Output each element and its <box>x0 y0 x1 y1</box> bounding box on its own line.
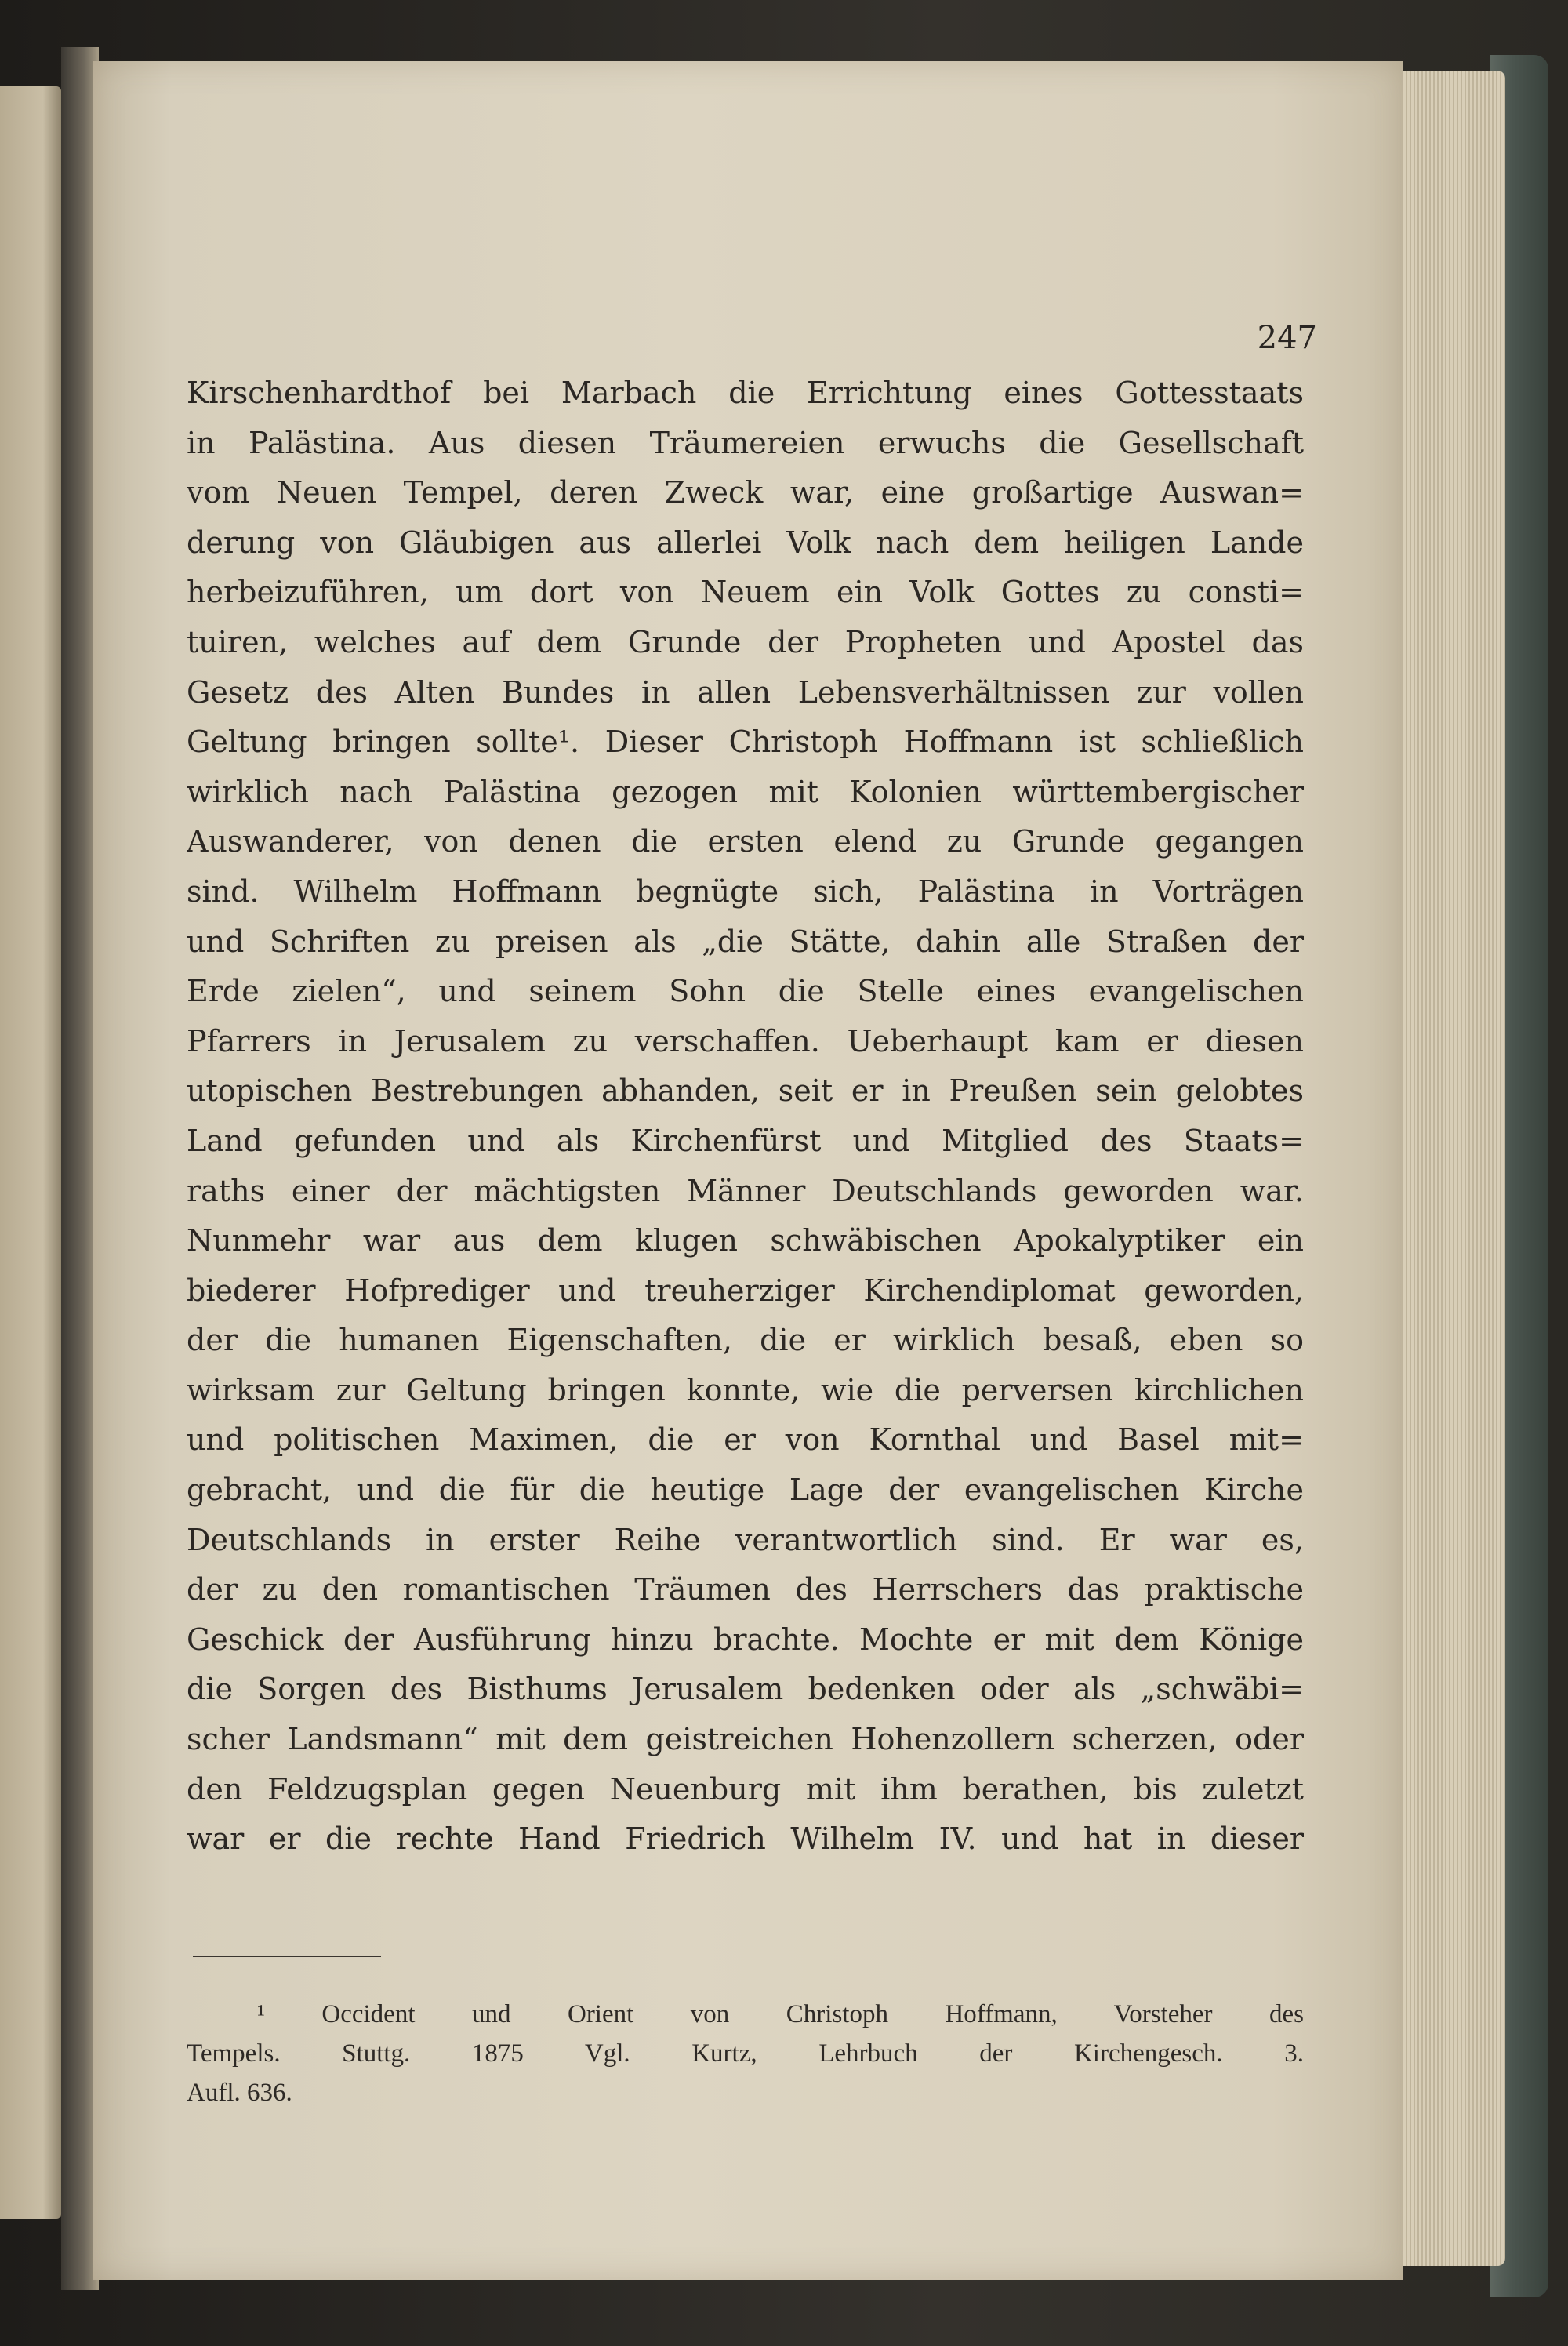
footnote-line: Aufl. 636. <box>187 2079 292 2107</box>
text-line: und Schriften zu preisen als „die Stätte, dahin alle Straßen der <box>187 924 1304 959</box>
text-line: Erde zielen“, und seinem Sohn die Stelle eines evangelischen <box>187 974 1304 1009</box>
text-line: der zu den romantischen Träumen des Herrschers das praktische <box>187 1572 1304 1607</box>
text-line: Geschick der Ausführung hinzu brachte. Mochte er mit dem Könige <box>187 1622 1304 1657</box>
footnotes <box>187 1995 1304 2112</box>
text-line: utopischen Bestrebungen abhanden, seit er in Preußen sein gelobtes <box>187 1073 1304 1109</box>
text-line: Gesetz des Alten Bundes in allen Lebensverhältnissen zur vollen <box>187 674 1304 710</box>
footnote-line: ¹ Occident und Orient von Christoph Hoffmann, Vorsteher des <box>257 2000 1304 2028</box>
text-line: herbeizuführen, um dort von Neuem ein Volk Gottes zu consti= <box>187 575 1304 610</box>
footnote-line: Tempels. Stuttg. 1875 Vgl. Kurtz, Lehrbuch der Kirchengesch. 3. <box>187 2039 1304 2068</box>
page-block-edges <box>1396 71 1505 2266</box>
text-line: vom Neuen Tempel, deren Zweck war, eine großartige Auswan= <box>187 475 1304 510</box>
text-line: der die humanen Eigenschaften, die er wirklich besaß, eben so <box>187 1323 1304 1358</box>
text-line: biederer Hofprediger und treuherziger Kirchendiplomat geworden, <box>187 1273 1304 1308</box>
text-line: wirklich nach Palästina gezogen mit Kolonien württembergischer <box>187 774 1304 809</box>
text-line: Land gefunden und als Kirchenfürst und Mitglied des Staats= <box>187 1123 1304 1158</box>
footnote-divider <box>193 1956 381 1957</box>
text-line: tuiren, welches auf dem Grunde der Propheten und Apostel das <box>187 624 1304 659</box>
body-text <box>187 369 1304 1865</box>
text-line: scher Landsmann“ mit dem geistreichen Hohenzollern scherzen, oder <box>187 1722 1304 1757</box>
text-line: Pfarrers in Jerusalem zu verschaffen. Ueberhaupt kam er diesen <box>187 1023 1304 1059</box>
text-line: Deutschlands in erster Reihe verantwortlich sind. Er war es, <box>187 1522 1304 1557</box>
text-line: den Feldzugsplan gegen Neuenburg mit ihm berathen, bis zuletzt <box>187 1771 1304 1807</box>
text-line: Kirschenhardthof bei Marbach die Errichtung eines Gottesstaats <box>187 376 1304 410</box>
text-line: wirksam zur Geltung bringen konnte, wie die perversen kirchlichen <box>187 1372 1304 1407</box>
text-line: raths einer der mächtigsten Männer Deutschlands geworden war. <box>187 1173 1304 1208</box>
text-line: sind. Wilhelm Hoffmann begnügte sich, Palästina in Vorträgen <box>187 873 1304 909</box>
text-line: und politischen Maximen, die er von Kornthal und Basel mit= <box>187 1422 1304 1458</box>
text-line: die Sorgen des Bisthums Jerusalem bedenken oder als „schwäbi= <box>187 1672 1304 1707</box>
text-line: Geltung bringen sollte¹. Dieser Christoph Hoffmann ist schließlich <box>187 724 1304 760</box>
text-line: Nunmehr war aus dem klugen schwäbischen Apokalyptiker ein <box>187 1223 1304 1258</box>
text-line: war er die rechte Hand Friedrich Wilhelm IV. und hat in dieser <box>187 1821 1304 1857</box>
text-line: in Palästina. Aus diesen Träumereien erwuchs die Gesellschaft <box>187 425 1304 460</box>
left-page-edge <box>0 86 61 2219</box>
text-line: Auswanderer, von denen die ersten elend zu Grunde gegangen <box>187 824 1304 859</box>
text-line: derung von Gläubigen aus allerlei Volk nach dem heiligen Lande <box>187 525 1304 560</box>
text-line: gebracht, und die für die heutige Lage der evangelischen Kirche <box>187 1473 1304 1508</box>
book-page <box>93 61 1403 2280</box>
page-number: 247 <box>1257 320 1317 356</box>
